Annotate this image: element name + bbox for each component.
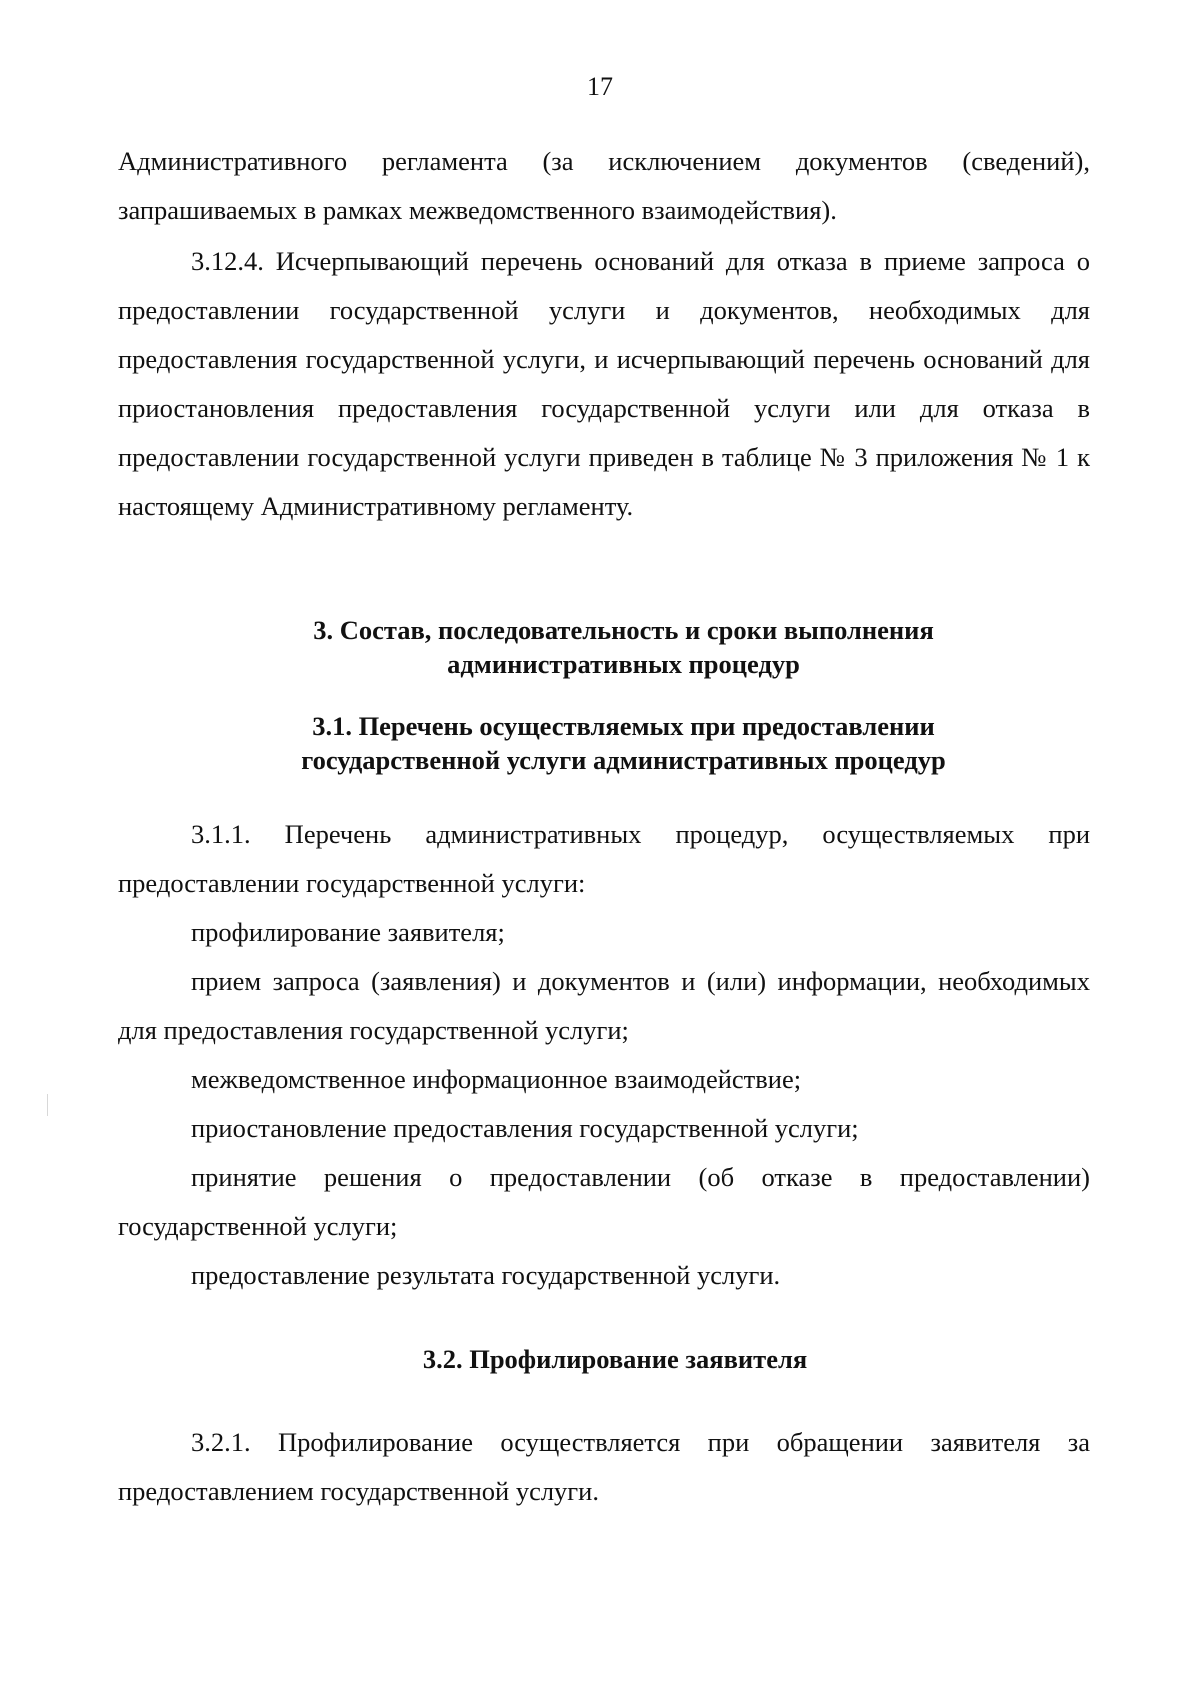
paragraph-text: 3.2.1. Профилирование осуществляется при обращении заявителя за предоставлением государственной услуги. [118,1427,1090,1506]
page-number: 17 [587,72,613,101]
list-item: прием запроса (заявления) и документов и (или) информации, необходимых для предоставления государственной услуги; [118,966,1090,1045]
paragraph-3-12-4 [118,237,1090,531]
heading-line: 3. Состав, последовательность и сроки выполнения [313,615,934,645]
section-3-1-heading [0,709,1200,777]
heading-line: 3.1. Перечень осуществляемых при предоставлении [312,711,935,741]
list-item: принятие решения о предоставлении (об отказе в предоставлении) государственной услуги; [118,1162,1090,1241]
procedure-list [118,810,1090,1300]
heading-line: 3.2. Профилирование заявителя [422,1344,808,1374]
section-3-2-heading [0,1342,1200,1376]
continuation-paragraph [118,137,1090,235]
list-item: межведомственное информационное взаимодействие; [191,1064,802,1094]
paragraph-text: 3.12.4. Исчерпывающий перечень оснований для отказа в приеме запроса о предоставлении государственной услуги и документов, необходимых для предоставления государственной услуги, и исчерпывающий перечень оснований для приостановления предоставления государственной услуги или для отказа в предоставлении государственной услуги приведен в таблице № 3 приложения № 1 к настоящему Административному регламенту. [118,246,1090,521]
section-3-heading [0,613,1200,681]
list-item: предоставление результата государственной услуги. [191,1260,781,1290]
paragraph-3-2-1 [118,1418,1090,1516]
paragraph-text: Административного регламента (за исключением документов (сведений), запрашиваемых в рамках межведомственного взаимодействия). [118,146,1090,225]
heading-line: административных процедур [447,649,800,679]
list-item: профилирование заявителя; [191,917,505,947]
heading-line: государственной услуги административных процедур [301,745,946,775]
list-item: приостановление предоставления государственной услуги; [191,1113,859,1143]
scan-mark [47,1094,48,1116]
paragraph-3-1-1: 3.1.1. Перечень административных процедур, осуществляемых при предоставлении государственной услуги: [118,819,1090,898]
